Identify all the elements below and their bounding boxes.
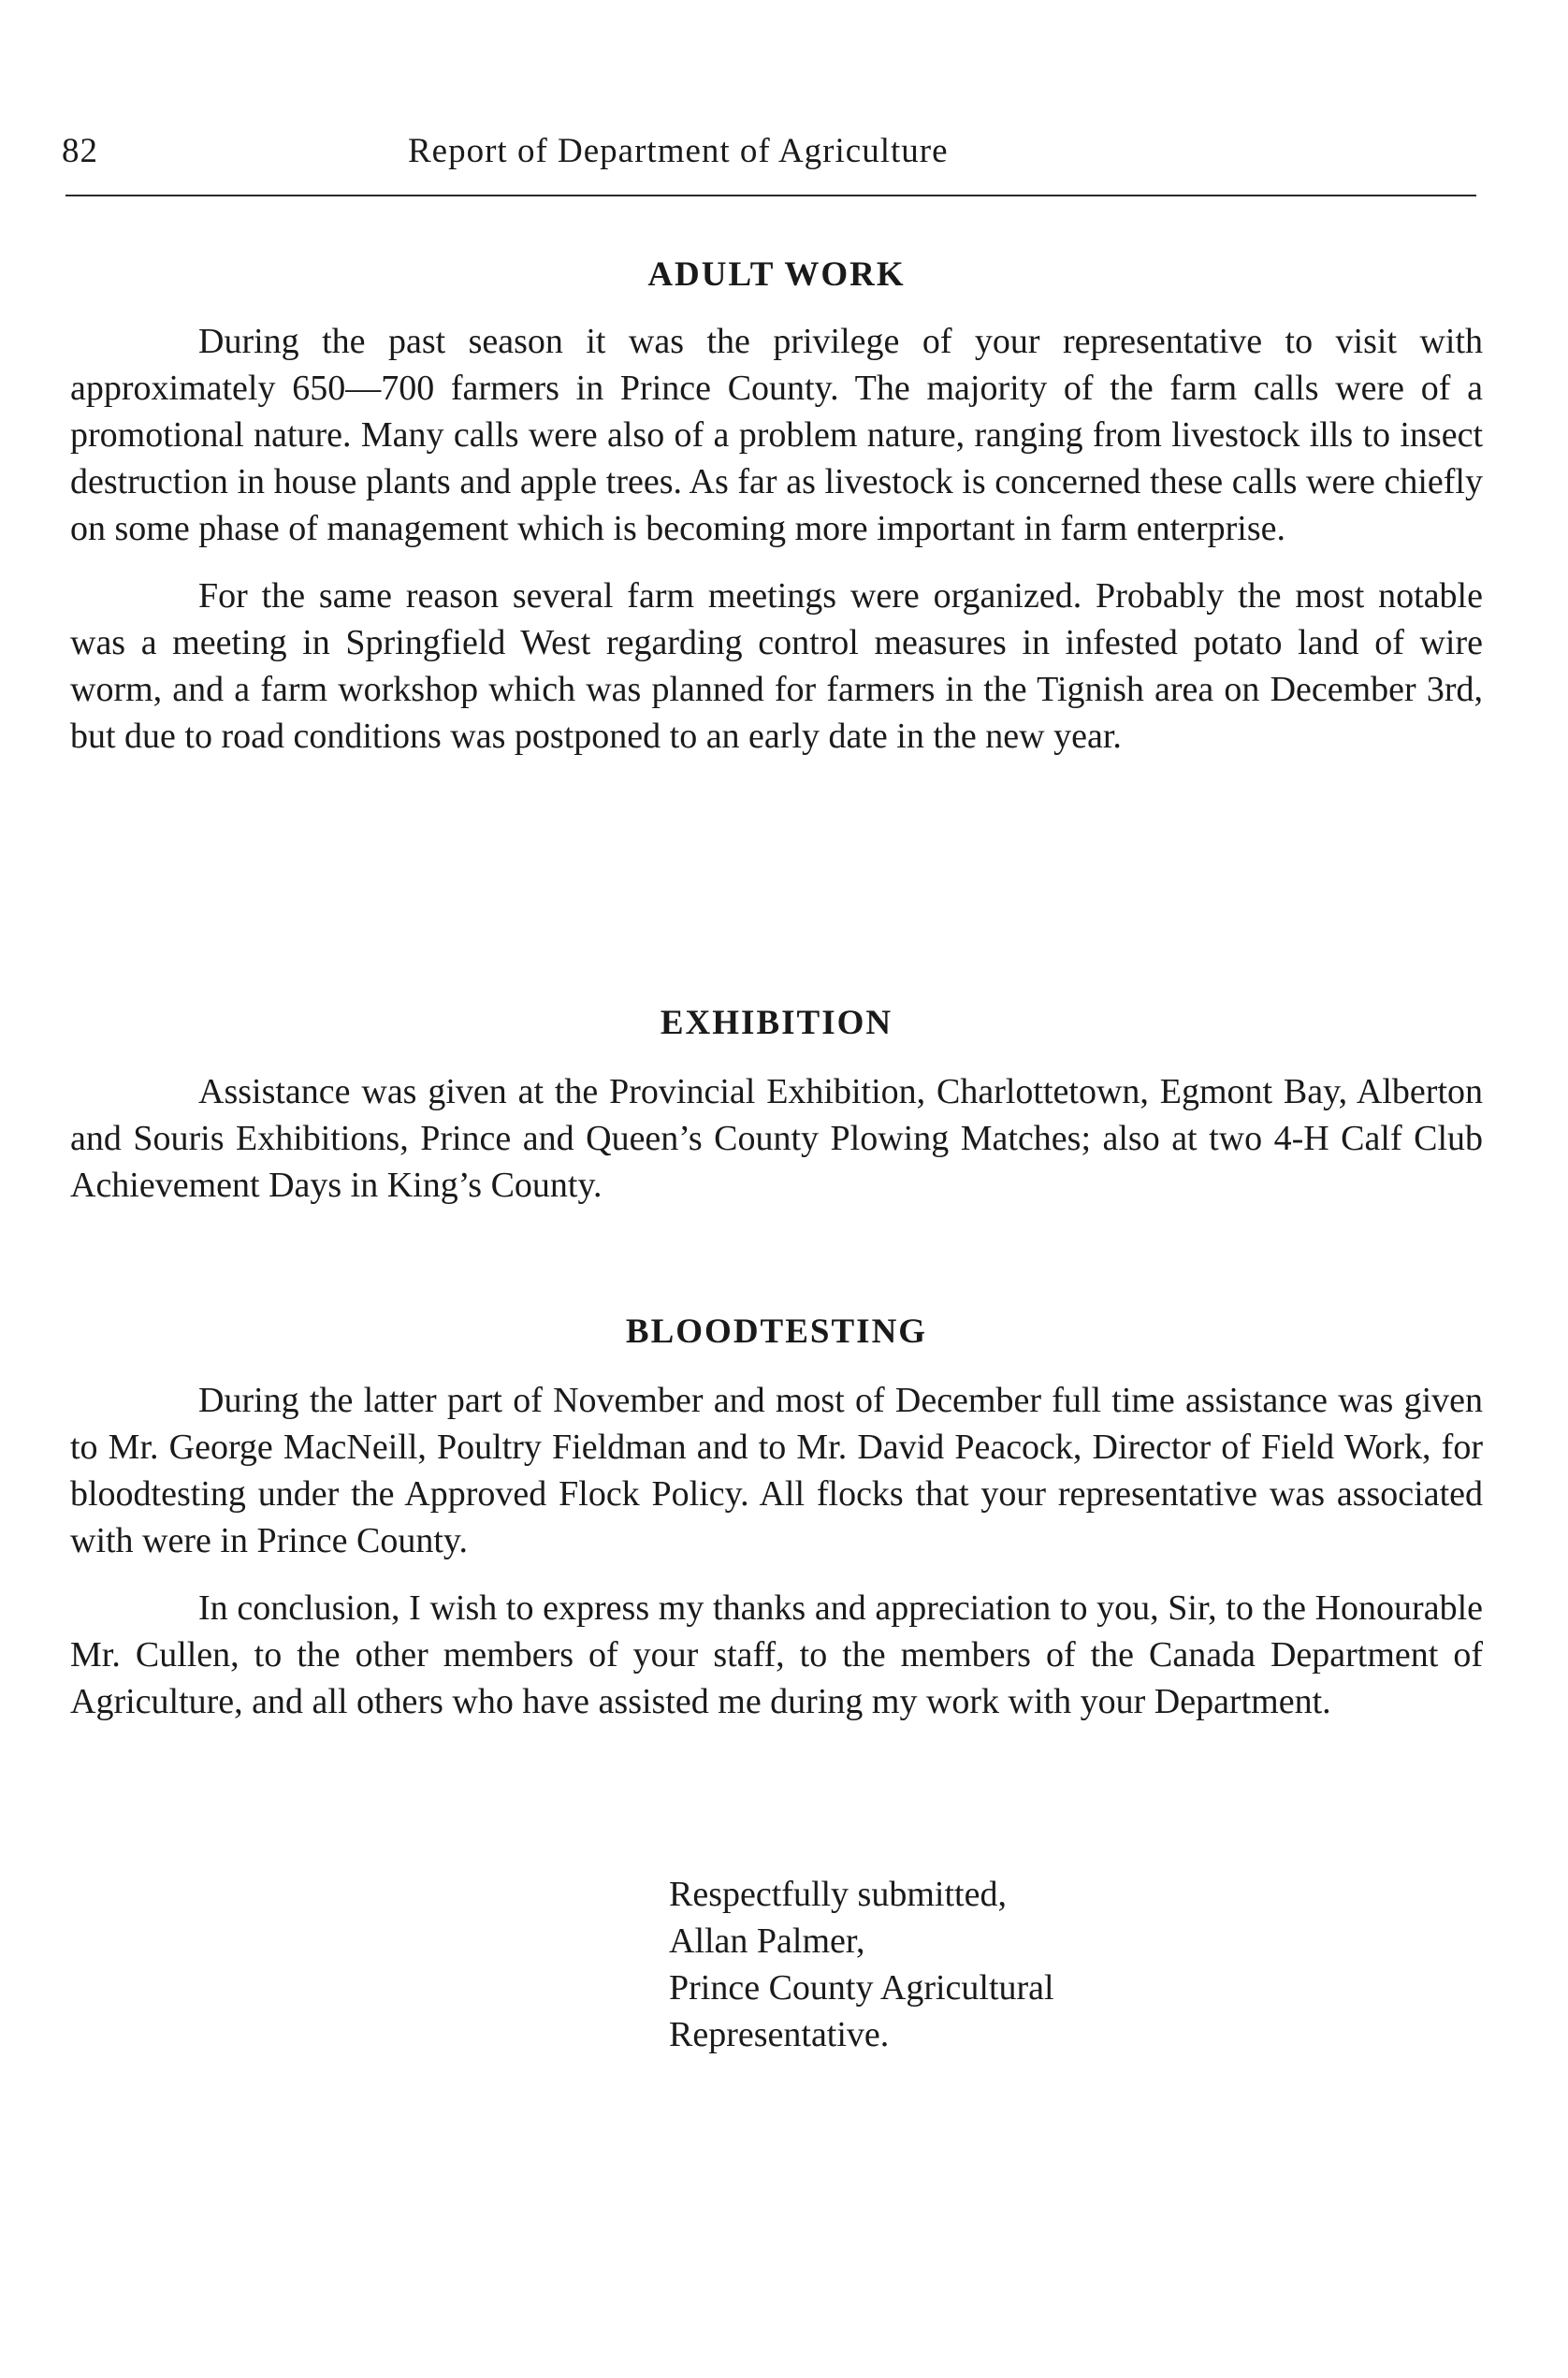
section-heading-exhibition: EXHIBITION: [660, 1004, 893, 1042]
running-header: [62, 131, 1484, 178]
paragraph: Assistance was given at the Provincial Exhibition, Charlottetown, Egmont Bay, Alberton and Souris Exhibitions, Prince and Queen’s County Plowing Matches; also at two 4-H Calf Club Achievement Days in King’s County.: [70, 1072, 1483, 1205]
signature-title-line-2: Representative.: [669, 2015, 890, 2054]
running-title: Report of Department of Agriculture: [408, 132, 949, 170]
paragraph: For the same reason several farm meetings were organized. Probably the most notable was a meeting in Springfield West regarding control measures in infested potato land of wire worm, and a farm workshop which was planned for farmers in the Tignish area on December 3rd, but due to road conditions was postponed to an early date in the new year.: [70, 576, 1483, 756]
signature-closing: Respectfully submitted,: [669, 1875, 1007, 1914]
page-number: 82: [62, 132, 98, 170]
section-heading-adult-work: ADULT WORK: [647, 255, 906, 294]
signature-name: Allan Palmer,: [669, 1921, 865, 1961]
section-body-adult-work: [70, 318, 1483, 760]
signature-title-line-1: Prince County Agricultural: [669, 1968, 1054, 2008]
section-body-bloodtesting: [70, 1377, 1483, 1725]
paragraph: In conclusion, I wish to express my thanks and appreciation to you, Sir, to the Honourable Mr. Cullen, to the other members of your staff, to the members of the Canada Department of Agriculture, and all others who have assisted me during my work with your Department.: [70, 1588, 1483, 1721]
section-body-exhibition: [70, 1068, 1483, 1209]
signature-block: [669, 1871, 1054, 2058]
paragraph: During the latter part of November and most of December full time assistance was given to Mr. George MacNeill, Poultry Fieldman and to Mr. David Peacock, Director of Field Work, for bloodtesting under the Approved Flock Policy. All flocks that your representative was associated with were in Prince County.: [70, 1381, 1483, 1560]
header-rule: [65, 195, 1476, 196]
paragraph: During the past season it was the privilege of your representative to visit with approximately 650—700 farmers in Prince County. The majority of the farm calls were of a promotional nature. Many calls were also of a problem nature, ranging from livestock ills to insect destruction in house plants and apple trees. As far as livestock is concerned these calls were chiefly on some phase of management which is becoming more important in farm enterprise.: [70, 322, 1483, 548]
section-heading-bloodtesting: BLOODTESTING: [625, 1312, 928, 1351]
